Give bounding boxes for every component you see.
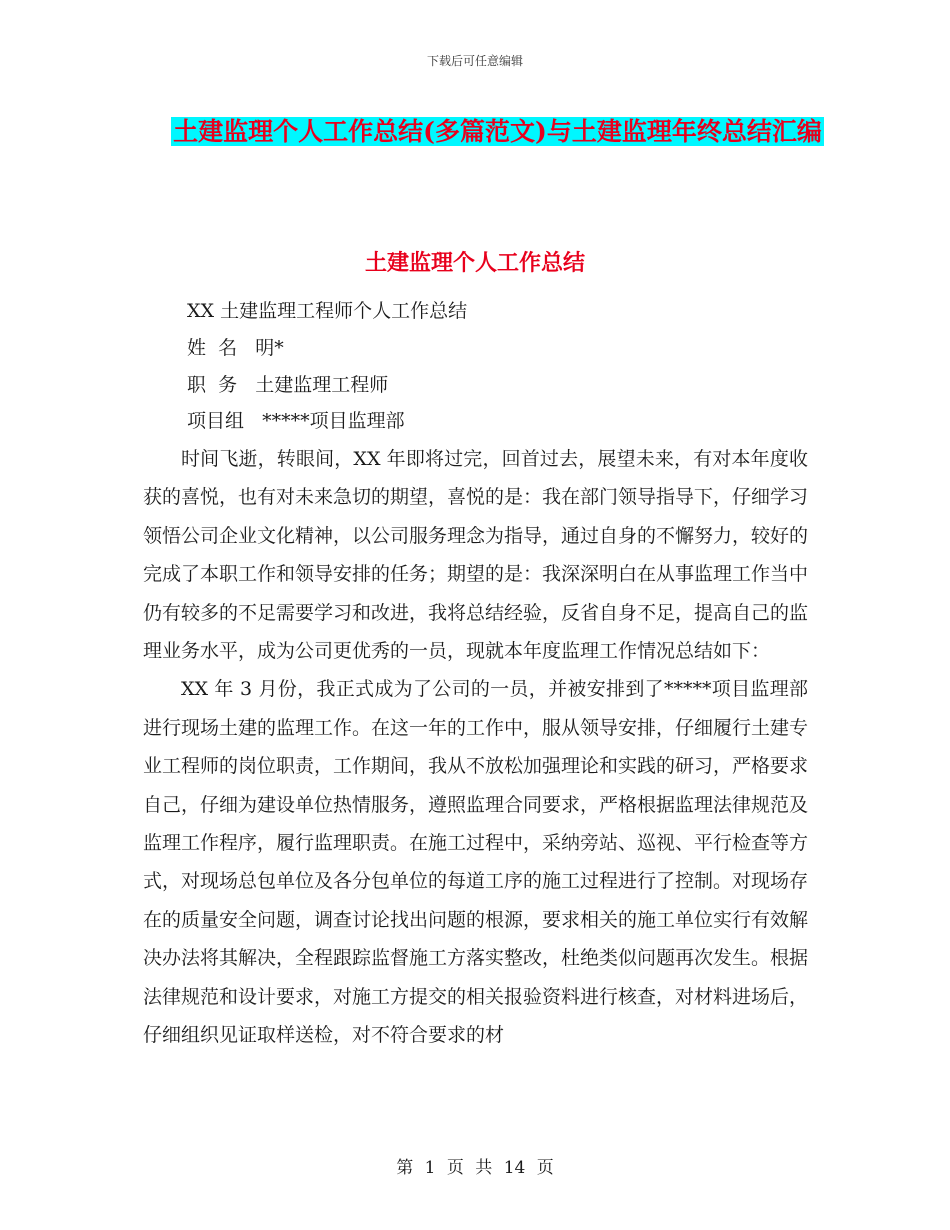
info-line-position: 职 务 土建监理工程师 <box>187 374 389 396</box>
document-title-text: 土建监理个人工作总结(多篇范文)与土建监理年终总结汇编 <box>173 117 822 146</box>
header-note: 下载后可任意编辑 <box>426 54 523 68</box>
info-line-title: XX 土建监理工程师个人工作总结 <box>187 300 468 322</box>
section-title: 土建监理个人工作总结 <box>364 250 585 276</box>
info-line-name: 姓 名 明* <box>187 337 284 359</box>
info-line-project: 项目组 *****项目监理部 <box>187 410 405 432</box>
document-body <box>143 440 808 1055</box>
page-number-footer: 第 1 页 共 14 页 <box>396 1158 554 1178</box>
body-paragraph: 时间飞逝，转眼间，XX 年即将过完，回首过去，展望未来，有对本年度收获的喜悦，也有对未来急切的期望，喜悦的是：我在部门领导指导下，仔细学习领悟公司企业文化精神，以公司服务理念为指导，通过自身的不懈努力，较好的完成了本职工作和领导安排的任务；期望的是：我深深明白在从事监理工作当中仍有较多的不足需要学习和改进，我将总结经验，反省自身不足，提高自己的监理业务水平，成为公司更优秀的一员，现就本年度监理工作情况总结如下： <box>143 448 809 663</box>
document-title <box>130 108 865 156</box>
body-paragraph: XX 年 3 月份，我正式成为了公司的一员，并被安排到了*****项目监理部进行现场土建的监理工作。在这一年的工作中，服从领导安排，仔细履行土建专业工程师的岗位职责，工作期间，我从不放松加强理论和实践的研习，严格要求自己，仔细为建设单位热情服务，遵照监理合同要求，严格根据监理法律规范及监理工作程序，履行监理职责。在施工过程中，采纳旁站、巡视、平行检查等方式，对现场总包单位及各分包单位的每道工序的施工过程进行了控制。对现场存在的质量安全问题，调查讨论找出问题的根源，要求相关的施工单位实行有效解决办法将其解决，全程跟踪监督施工方落实整改，杜绝类似问题再次发生。根据法律规范和设计要求，对施工方提交的相关报验资料进行核查，对材料进场后，仔细组织见证取样送检，对不符合要求的材 <box>143 678 809 1047</box>
